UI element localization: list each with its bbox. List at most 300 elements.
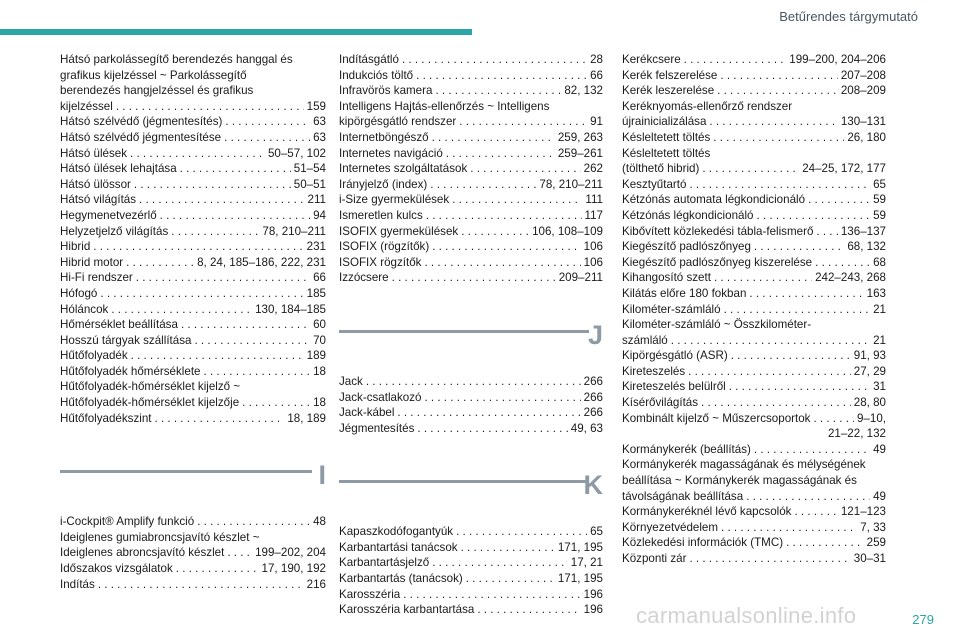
- index-entry-line: [339, 177, 603, 193]
- index-entry-pages[interactable]: 106: [583, 255, 603, 269]
- index-entry-term: Kilátás előre 180 fokban: [622, 286, 747, 300]
- index-entry: [60, 364, 326, 380]
- index-entry-term: Helyzetjelző világítás: [60, 224, 169, 238]
- index-entry-term: Hibrid: [60, 240, 91, 254]
- index-entry: [60, 379, 326, 410]
- dot-leader: [204, 364, 311, 380]
- index-entry-text-line: Kormánykerék magasságának és mélységének: [622, 458, 866, 472]
- index-entry-line: [339, 540, 603, 556]
- index-entry-pages[interactable]: 106: [583, 240, 603, 254]
- index-entry: [622, 317, 886, 348]
- index-entry-pages[interactable]: 18: [313, 396, 326, 410]
- index-entry-pages[interactable]: 17, 190, 192: [261, 562, 326, 576]
- index-entry-term: ISOFIX rögzítők: [339, 255, 422, 269]
- index-entry-line: [339, 555, 603, 571]
- index-entry-pages[interactable]: 50–57, 102: [267, 146, 326, 160]
- index-entry-term: újrainicializálása: [622, 115, 707, 129]
- index-entry-term: távolságának beállítása: [622, 489, 744, 503]
- index-entry-pages[interactable]: 63: [313, 115, 326, 129]
- index-entry-pages[interactable]: 106, 108–109: [532, 224, 603, 238]
- index-entry-pages[interactable]: 117: [584, 208, 603, 222]
- index-entry: [339, 68, 603, 84]
- index-entry: [339, 602, 603, 618]
- index-entry-pages[interactable]: 209–211: [558, 271, 603, 285]
- index-entry-pages[interactable]: 171, 195: [557, 572, 603, 586]
- index-entry-term: Internetes navigáció: [339, 146, 443, 160]
- index-entry-pages[interactable]: 48: [313, 515, 326, 529]
- dot-leader: [403, 587, 580, 603]
- index-entry-line: [339, 130, 603, 146]
- dot-leader: [171, 224, 259, 240]
- section-letter-k: K: [583, 470, 603, 501]
- index-entry: [339, 208, 603, 224]
- index-entry-term: Kihangosító szett: [622, 271, 711, 285]
- dot-leader: [131, 348, 304, 364]
- index-entry-pages[interactable]: 159: [306, 99, 326, 113]
- index-entry-line: [339, 270, 603, 286]
- index-entry-line: [60, 333, 326, 349]
- dot-leader: [432, 130, 555, 146]
- index-entry: [622, 270, 886, 286]
- index-entry-pages[interactable]: 185: [306, 286, 326, 300]
- dot-leader: [754, 442, 870, 458]
- index-entry-pages[interactable]: 49: [873, 442, 886, 456]
- index-entry: [339, 255, 603, 271]
- dot-leader: [816, 224, 837, 240]
- index-entry-line: [339, 192, 603, 208]
- index-entry-line: [622, 208, 886, 224]
- index-column-3: [622, 52, 886, 567]
- index-entry-pages[interactable]: 70: [313, 333, 326, 347]
- index-entry-line: [60, 99, 326, 115]
- index-entry: [339, 224, 603, 240]
- dot-leader: [731, 348, 851, 364]
- dot-leader: [701, 395, 851, 411]
- index-entry-pages[interactable]: 17, 21: [570, 556, 603, 570]
- index-entry-line: [339, 602, 603, 618]
- index-entry-term: Karosszéria: [339, 587, 401, 601]
- index-entry-line: [60, 270, 326, 286]
- index-entry-term: Hőmérséklet beállítása: [60, 318, 178, 332]
- index-entry-pages[interactable]: 59: [873, 193, 886, 207]
- index-entry-term: Hűtőfolyadék hőmérséklete: [60, 364, 201, 378]
- index-entry-text-line: Késleltetett töltés: [622, 146, 711, 160]
- index-entry-term: Kipörgésgátló (ASR): [622, 349, 728, 363]
- dot-leader: [194, 333, 310, 349]
- index-entry-pages[interactable]: 24–25, 172, 177: [802, 162, 886, 176]
- index-entry-pages[interactable]: 259: [866, 536, 886, 550]
- index-entry-line: [60, 302, 326, 318]
- index-entry-line: [60, 161, 326, 177]
- section-rule: [60, 470, 312, 473]
- index-entry-line: [339, 255, 603, 271]
- index-entry-line: [622, 333, 886, 349]
- index-entry-pages[interactable]: 266: [583, 390, 603, 404]
- index-entry-pages[interactable]: 78, 210–211: [262, 224, 326, 238]
- index-entry-pages[interactable]: 28: [590, 53, 603, 66]
- index-entry-term: Hófogó: [60, 286, 98, 300]
- index-entry-line: [622, 302, 886, 318]
- index-entry: [60, 146, 326, 162]
- index-entry-line: [60, 286, 326, 302]
- index-entry-line: [60, 395, 326, 411]
- index-entry-pages[interactable]: 60: [313, 318, 326, 332]
- index-entry-term: Karbantartásjelző: [339, 556, 430, 570]
- index-entry-term: Kétzónás automata légkondicionáló: [622, 193, 806, 207]
- index-entry-pages[interactable]: 49: [873, 489, 886, 503]
- index-entry: [339, 540, 603, 556]
- dot-leader: [754, 239, 844, 255]
- index-entry-term: i-Cockpit® Amplify funkció: [60, 515, 195, 529]
- dot-leader: [757, 208, 871, 224]
- index-entry-pages-cont[interactable]: 21–22, 132: [827, 427, 886, 441]
- index-entry: [60, 348, 326, 364]
- index-entry: [622, 146, 886, 177]
- index-entry-pages[interactable]: 130–131: [840, 115, 886, 129]
- index-entry: [339, 239, 603, 255]
- index-entry: [622, 286, 886, 302]
- index-entry-line: [339, 571, 603, 587]
- dot-leader: [713, 130, 844, 146]
- index-entry-term: Hátsó világítás: [60, 193, 137, 207]
- index-entry-line: [339, 374, 603, 390]
- index-entry-term: Jack-kábel: [339, 406, 395, 420]
- index-entry: [339, 524, 603, 540]
- index-entry: [622, 177, 886, 193]
- index-entry-term: Hóláncok: [60, 302, 109, 316]
- dot-leader: [466, 571, 555, 587]
- dot-leader: [746, 489, 870, 505]
- index-entry-term: Ismeretlen kulcs: [339, 208, 423, 222]
- index-entry-term: Hátsó szélvédő jégmentesítése: [60, 130, 222, 144]
- index-entry: [339, 52, 603, 68]
- dot-leader: [435, 83, 561, 99]
- dot-leader: [432, 239, 580, 255]
- index-entry-line: [622, 130, 886, 146]
- section-header-i: [60, 426, 326, 514]
- index-entry-pages[interactable]: 21: [873, 302, 886, 316]
- index-entry-line: [60, 411, 326, 427]
- index-entry: [622, 302, 886, 318]
- index-entry-pages[interactable]: 68: [873, 255, 886, 269]
- index-entry-pages[interactable]: 18, 189: [287, 411, 326, 425]
- index-entry-pages[interactable]: 242–243, 268: [815, 271, 886, 285]
- index-entry-pages[interactable]: 199–200, 204–206: [789, 53, 886, 66]
- index-entry-pages[interactable]: 65: [873, 177, 886, 191]
- index-entry-line: [622, 114, 886, 130]
- dot-leader: [98, 577, 304, 593]
- index-entry-pages[interactable]: 78, 210–211: [539, 177, 603, 191]
- index-entry-pages[interactable]: 26, 180: [847, 130, 886, 144]
- index-entry-line: [339, 146, 603, 162]
- dot-leader: [224, 130, 310, 146]
- index-entry-term: Környezetvédelem: [622, 520, 719, 534]
- index-entry-term: Hi-Fi rendszer: [60, 271, 133, 285]
- index-entry: [60, 302, 326, 318]
- dot-leader: [416, 68, 587, 84]
- index-entry-term: Internetböngésző: [339, 130, 429, 144]
- index-entry-pages[interactable]: 196: [583, 587, 603, 601]
- index-entry-pages[interactable]: 231: [306, 240, 326, 254]
- index-entry-pages[interactable]: 82, 132: [564, 84, 603, 98]
- index-entry-pages[interactable]: 259–261: [557, 146, 603, 160]
- dot-leader: [176, 561, 259, 577]
- dot-leader: [155, 411, 285, 427]
- index-entry-term: ISOFIX gyermekülések: [339, 224, 459, 238]
- index-entry-line: [622, 224, 886, 240]
- index-entry: [339, 390, 603, 406]
- index-entry: [622, 520, 886, 536]
- section-letter-i: I: [318, 460, 326, 491]
- index-entry: [60, 411, 326, 427]
- index-entry: [60, 317, 326, 333]
- index-entry: [622, 192, 886, 208]
- index-entry-pages[interactable]: 196: [583, 603, 603, 617]
- index-entry-line: [622, 270, 886, 286]
- index-entry-pages[interactable]: 207–208: [840, 68, 886, 82]
- index-entry-term: Karosszéria karbantartása: [339, 603, 475, 617]
- dot-leader: [426, 208, 582, 224]
- dot-leader: [402, 52, 587, 68]
- index-entry: [339, 555, 603, 571]
- index-entry-pages[interactable]: 189: [306, 349, 326, 363]
- index-entry-line: [60, 177, 326, 193]
- index-entry: [339, 177, 603, 193]
- index-entry-pages[interactable]: 262: [583, 162, 603, 176]
- dot-leader: [160, 208, 310, 224]
- index-entry-line: [339, 421, 603, 437]
- index-entry: [622, 535, 886, 551]
- index-entry: [60, 514, 326, 530]
- index-entry-pages[interactable]: 18: [313, 364, 326, 378]
- dot-leader: [461, 224, 529, 240]
- index-entry-pages[interactable]: 259, 263: [557, 130, 603, 144]
- index-entry-term: Időszakos vizsgálatok: [60, 562, 173, 576]
- index-entry-pages[interactable]: 63: [313, 130, 326, 144]
- index-entry-term: Karbantartás (tanácsok): [339, 572, 463, 586]
- index-entry-pages[interactable]: 91: [590, 115, 603, 129]
- dot-leader: [181, 317, 310, 333]
- index-entry-term: Karbantartási tanácsok: [339, 540, 458, 554]
- index-entry-line: [622, 192, 886, 208]
- index-entry: [60, 530, 326, 561]
- page-number: 279: [912, 612, 934, 627]
- dot-leader: [717, 83, 838, 99]
- index-entry-term: Jégmentesítés: [339, 421, 415, 435]
- index-entry-term: Indításgátló: [339, 53, 399, 66]
- index-entry-line: [622, 52, 886, 68]
- index-entry-line: [60, 561, 326, 577]
- index-entry: [622, 457, 886, 504]
- index-entry-line: [622, 239, 886, 255]
- index-entry-term: Kiegészítő padlószőnyeg kiszerelése: [622, 255, 813, 269]
- index-entry-term: Közlekedési információk (TMC): [622, 536, 784, 550]
- index-entry-term: Hátsó szélvédő (jégmentesítés): [60, 115, 223, 129]
- index-entry-term: kipörgésgátló rendszer: [339, 115, 457, 129]
- dot-leader: [392, 270, 556, 286]
- index-entry: [60, 161, 326, 177]
- index-entry-pages[interactable]: 65: [590, 525, 603, 539]
- index-entry-line: [60, 545, 326, 561]
- index-entry-pages[interactable]: 94: [313, 208, 326, 222]
- index-entry: [60, 270, 326, 286]
- index-entry-term: Irányjelző (index): [339, 177, 428, 191]
- index-entry-term: Kétzónás légkondicionáló: [622, 208, 754, 222]
- index-entry-text-line: Intelligens Hajtás-ellenőrzés ~ Intelligens: [339, 99, 550, 113]
- index-entry: [60, 286, 326, 302]
- dot-leader: [126, 255, 194, 271]
- dot-leader: [808, 192, 870, 208]
- index-entry-pages[interactable]: 7, 33: [860, 520, 886, 534]
- header-accent-bar: [0, 29, 472, 35]
- index-entry: [339, 83, 603, 99]
- index-entry-term: Infravörös kamera: [339, 84, 433, 98]
- index-entry: [60, 114, 326, 130]
- index-entry: [339, 130, 603, 146]
- index-entry: [622, 255, 886, 271]
- index-entry-pages[interactable]: 8, 24, 185–186, 222, 231: [197, 255, 326, 269]
- index-entry-line: [622, 504, 886, 520]
- dot-leader: [227, 545, 252, 561]
- index-entry-pages[interactable]: 130, 184–185: [255, 302, 326, 316]
- index-entry: [622, 83, 886, 99]
- index-entry-pages[interactable]: 50–51: [293, 177, 326, 191]
- dot-leader: [366, 374, 581, 390]
- index-entry-term: Hosszú tárgyak szállítása: [60, 333, 192, 347]
- index-entry: [339, 587, 603, 603]
- index-entry-pages[interactable]: 171, 195: [557, 540, 603, 554]
- index-entry-pages[interactable]: 66: [313, 271, 326, 285]
- index-entry-line: [339, 239, 603, 255]
- index-entry-term: Jack-csatlakozó: [339, 390, 422, 404]
- index-entry-pages[interactable]: 66: [590, 68, 603, 82]
- index-entry-line: [622, 395, 886, 411]
- dot-leader: [749, 286, 863, 302]
- index-entry-term: Kiegészítő padlószőnyeg: [622, 240, 751, 254]
- dot-leader: [461, 540, 555, 556]
- index-entry-line: [622, 551, 886, 567]
- index-entry-text-line: berendezés hangjelzéssel és grafikus: [60, 84, 254, 98]
- entries-k-cont: [622, 52, 886, 567]
- index-entry-line: [339, 52, 603, 68]
- dot-leader: [397, 405, 580, 421]
- index-entry-text-line: Keréknyomás-ellenőrző rendszer: [622, 99, 793, 113]
- dot-leader: [432, 555, 568, 571]
- index-entry-line: [622, 442, 886, 458]
- index-entry-line: [60, 114, 326, 130]
- index-entry-line: [339, 390, 603, 406]
- index-entry: [622, 348, 886, 364]
- index-entry-line: [60, 208, 326, 224]
- index-entry-pages[interactable]: 266: [583, 374, 603, 388]
- index-entry-pages[interactable]: 21: [873, 333, 886, 347]
- index-entry-line: [622, 161, 886, 177]
- index-entry: [339, 192, 603, 208]
- dot-leader: [452, 192, 582, 208]
- index-entry-pages[interactable]: 31: [873, 380, 886, 394]
- dot-leader: [684, 52, 787, 68]
- dot-leader: [702, 161, 799, 177]
- index-entry: [60, 255, 326, 271]
- index-entry-term: Kibővített közlekedési tábla-felismerő: [622, 224, 814, 238]
- index-entry-pages[interactable]: 208–209: [840, 84, 886, 98]
- index-entry-pages[interactable]: 216: [306, 577, 326, 591]
- index-entry-term: Hűtőfolyadék: [60, 349, 128, 363]
- index-entry: [622, 224, 886, 240]
- index-entry-pages[interactable]: 211: [307, 193, 326, 207]
- dot-leader: [689, 177, 870, 193]
- index-entry-pages[interactable]: 136–137: [840, 224, 886, 238]
- index-entry-term: számláló: [622, 333, 668, 347]
- index-entry: [60, 333, 326, 349]
- index-entry-pages[interactable]: 91, 93: [853, 349, 886, 363]
- index-entry: [339, 374, 603, 390]
- dot-leader: [180, 161, 291, 177]
- index-entry-text-line: Hűtőfolyadék-hőmérséklet kijelző ~: [60, 380, 241, 394]
- index-entry-pages[interactable]: 111: [585, 193, 603, 207]
- index-entry-pages[interactable]: 163: [866, 286, 886, 300]
- index-entry-line: [60, 514, 326, 530]
- index-entry: [622, 551, 886, 567]
- index-entry-term: Indítás: [60, 577, 95, 591]
- index-entry-term: Kerékcsere: [622, 53, 681, 66]
- index-entry: [622, 99, 886, 130]
- index-entry-pages[interactable]: 9–10,: [856, 411, 886, 425]
- dot-leader: [709, 114, 837, 130]
- dot-leader: [130, 146, 265, 162]
- dot-leader: [671, 333, 870, 349]
- section-rule: [339, 330, 589, 333]
- index-entry: [339, 421, 603, 437]
- index-entry-pages[interactable]: 59: [873, 208, 886, 222]
- index-entry-line: [339, 68, 603, 84]
- index-entry-term: Kombinált kijelző ~ Műszercsoportok: [622, 411, 811, 425]
- index-entry: [60, 239, 326, 255]
- index-entry-line: [60, 577, 326, 593]
- dot-leader: [456, 524, 587, 540]
- index-entry-pages[interactable]: 266: [583, 406, 603, 420]
- index-entry-term: Kísérővilágítás: [622, 396, 699, 410]
- index-entry-term: Hátsó ülések: [60, 146, 128, 160]
- index-entry-pages[interactable]: 28, 80: [853, 396, 886, 410]
- index-entry: [622, 379, 886, 395]
- index-entry-term: Késleltetett töltés: [622, 130, 711, 144]
- index-entry-pages[interactable]: 121–123: [840, 505, 886, 519]
- index-entry-pages[interactable]: 51–54: [293, 162, 326, 176]
- index-entry-line: [339, 83, 603, 99]
- index-entry-line: [60, 130, 326, 146]
- index-entry: [339, 99, 603, 130]
- index-entry-pages[interactable]: 199–202, 204: [255, 546, 326, 560]
- index-entry: [622, 364, 886, 380]
- entries-j: [339, 374, 603, 436]
- index-entry-line: [622, 83, 886, 99]
- dot-leader: [813, 411, 854, 427]
- index-entry-line: [339, 524, 603, 540]
- index-entry: [622, 130, 886, 146]
- index-entry-pages[interactable]: 27, 29: [853, 364, 886, 378]
- index-entry: [339, 270, 603, 286]
- index-entry-line: [339, 114, 603, 130]
- index-entry: [60, 192, 326, 208]
- dot-leader: [714, 270, 812, 286]
- section-rule: [339, 480, 589, 483]
- index-entry-pages[interactable]: 49, 63: [570, 421, 603, 435]
- index-entry-line: [339, 208, 603, 224]
- dot-leader: [724, 302, 871, 318]
- index-entry-pages[interactable]: 30–31: [853, 552, 886, 565]
- index-entry-pages[interactable]: 68, 132: [847, 240, 886, 254]
